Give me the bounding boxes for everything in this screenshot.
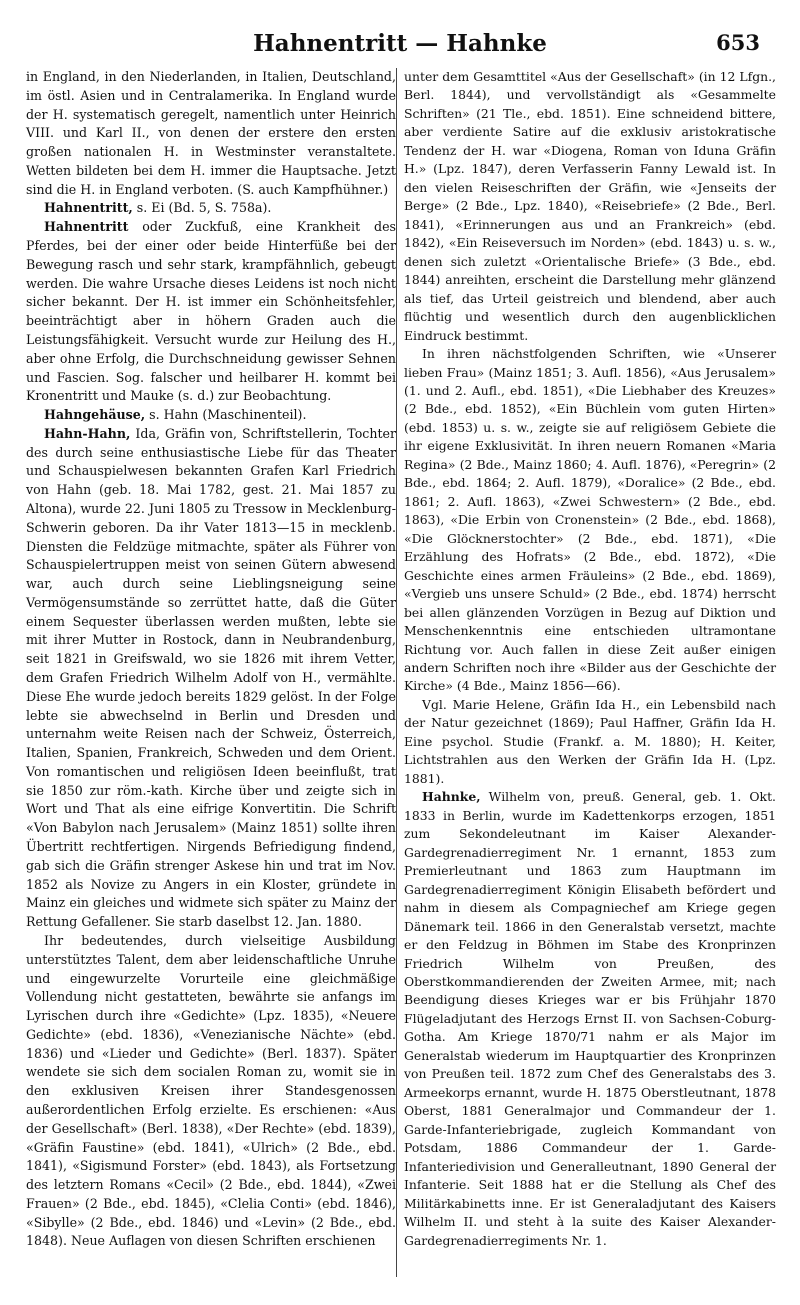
page-header	[30, 30, 770, 62]
entry-text: s. Ei (Bd. 5, S. 758a).	[132, 200, 272, 216]
headword: Hahn-Hahn,	[44, 425, 131, 441]
entry-text: Ida, Gräfin von, Schriftstellerin, Tochter des durch seine enthusiastische Liebe für das Theater und Schauspielwesen bekannten Grafen Karl Friedrich von Hahn (geb. 18. Mai 1782, gest. 21. Mai 1857 zu Altona), wurde 22. Juni 1805 zu Tressow in Mecklenburg-Schwerin geboren. Da ihr Vater 1813—15 in mecklenb. Diensten die Feldzüge mitmachte, später als Führer von Schauspielertruppen meist von seinen Gütern abwesend war, auch durch seine Lieblingsneigung seine Vermögensumstände so zerrüttet hatte, daß die Güter einem Sequester überlassen werden mußten, lebte sie mit ihrer Mutter in Rostock, dann in Neubrandenburg, seit 1821 in Greifswald, wo sie 1826 mit ihrem Vetter, dem Grafen Friedrich Wilhelm Adolf von H., vermählte. Diese Ehe wurde jedoch bereits 1829 gelöst. In der Folge lebte sie abwechselnd in Berlin und Dresden und unternahm weite Reisen nach der Schweiz, Österreich, Italien, Spanien, Frankreich, Schweden und dem Orient. Von romantischen und religiösen Ideen beeinflußt, trat sie 1850 zur röm.-kath. Kirche über und zeigte sich in Wort und That als eine eifrige Konvertitin. Die Schrift «Von Babylon nach Jerusalem» (Mainz 1851) sollte ihren Übertritt rechtfertigen. Nirgends Befriedigung findend, gab sich die Gräfin strenger Askese hin und trat im Nov. 1852 als Novize zu Angers in ein Kloster, gründete in Mainz ein gleiches und widmete sich später zu Mainz der Rettung Gefallener. Sie starb daselbst 12. Jan. 1880.	[26, 425, 396, 930]
entry-hahnke	[404, 788, 776, 1250]
entry-text: Wilhelm von, preuß. General, geb. 1. Okt. 1833 in Berlin, wurde im Kadettenkorps erzogen, 1851 zum Sekondeleutnant im Kaiser Alexander-Gardegrenadierregiment Nr. 1 ernannt, 1853 zum Premierleutnant und 1863 zum Hauptmann im Gardegrenadierregiment Königin Elisabeth befördert und nahm in diesem als Compagniechef am Kriege gegen Dänemark teil. 1866 in den Generalstab versetzt, machte er den Feldzug in Böhmen im Stabe des Kronprinzen Friedrich Wilhelm von Preußen, des Oberstkommandierenden der Zweiten Armee, mit; nach Beendigung dieses Krieges war er bis Frühjahr 1870 Flügeladjutant des Herzogs Ernst II. von Sachsen-Coburg-Gotha. Am Kriege 1870/71 nahm er als Major im Generalstab wiederum im Hauptquartier des Kronprinzen von Preußen teil. 1872 zum Chef des Generalstabs des 3. Armeekorps ernannt, wurde H. 1875 Oberstleutnant, 1878 Oberst, 1881 Generalmajor und Commandeur der 1. Garde-Infanteriebrigade, zugleich Kommandant von Potsdam, 1886 Commandeur der 1. Garde-Infanteriedivision und Generalleutnant, 1890 General der Infanterie. Seit 1888 hat er die Stellung als Chef des Militärkabinetts inne. Er ist Generaladjutant des Kaisers Wilhelm II. und steht à la suite des Kaiser Alexander-Gardegrenadierregiments Nr. 1.	[404, 789, 776, 1248]
page-number: 653	[716, 30, 760, 55]
paragraph-continuation: in England, in den Niederlanden, in Italien, Deutschland, im östl. Asien und in Centralamerika. In England wurde der H. systematisch geregelt, namentlich unter Heinrich VIII. und Karl II., von denen der erstere den ersten großen nationalen H. in Westminster veranstaltete. Wetten bildeten bei dem H. immer die Hauptsache. Jetzt sind die H. in England verboten. (S. auch Kampfhühner.)	[26, 69, 396, 197]
entry-hahnentritt	[26, 218, 396, 406]
entry-hahngehaeuse	[26, 406, 396, 425]
right-column	[404, 68, 776, 1250]
entry-text: oder Zuckfuß, eine Krankheit des Pferdes, bei der einer oder beide Hinterfüße bei der Bewegung rasch und sehr stark, krampfähnlich, gebeugt werden. Die wahre Ursache dieses Leidens ist noch nicht sicher bekannt. Der H. ist immer ein Schönheitsfehler, beeinträchtigt aber in höhern Graden auch die Leistungsfähigkeit. Versucht wurde zur Heilung des H., aber ohne Erfolg, die Durchschneidung gewisser Sehnen und Fascien. Sog. falscher und heilbarer H. kommt bei Kronentritt und Mauke (s. d.) zur Beobachtung.	[26, 219, 396, 404]
paragraph: In ihren nächstfolgenden Schriften, wie «Unserer lieben Frau» (Mainz 1851; 3. Aufl. 1856), «Aus Jerusalem» (1. und 2. Aufl., ebd. 1851), «Die Liebhaber des Kreuzes» (2 Bde., ebd. 1852), «Ein Büchlein vom guten Hirten» (ebd. 1853) u. s. w., zeigte sie auf religiösem Gebiete die ihr eigene Exklusivität. In ihren neuern Romanen «Maria Regina» (2 Bde., Mainz 1860; 4. Aufl. 1876), «Peregrin» (2 Bde., ebd. 1864; 2. Aufl. 1879), «Doralice» (2 Bde., ebd. 1861; 2. Aufl. 1863), «Zwei Schwestern» (2 Bde., ebd. 1863), «Die Erbin von Cronenstein» (2 Bde., ebd. 1868), «Die Glöcknerstochter» (2 Bde., ebd. 1871), «Die Erzählung des Hofrats» (2 Bde., ebd. 1872), «Die Geschichte eines armen Fräuleins» (2 Bde., ebd. 1869), «Vergieb uns unsere Schuld» (2 Bde., ebd. 1874) herrscht bei allen glänzenden Vorzügen in Bezug auf Diktion und Menschenkenntnis eine entschieden ultramontane Richtung vor. Auch fallen in diese Zeit außer einigen andern Schriften noch ihre «Bilder aus der Geschichte der Kirche» (4 Bde., Mainz 1856—66).	[404, 346, 776, 694]
running-title: Hahnentritt — Hahnke	[253, 30, 547, 57]
paragraph: Ihr bedeutendes, durch vielseitige Ausbildung unterstütztes Talent, dem aber leidenschaftliche Unruhe und eingewurzelte Vorurteile eine gleichmäßige Vollendung nicht gestatteten, bewährte sie anfangs im Lyrischen durch ihre «Gedichte» (Lpz. 1835), «Neuere Gedichte» (ebd. 1836), «Venezianische Nächte» (ebd. 1836) und «Lieder und Gedichte» (Berl. 1837). Später wendete sie sich dem socialen Roman zu, womit sie in den exklusiven Kreisen ihrer Standesgenossen außerordentlichen Erfolg erzielte. Es erschienen: «Aus der Gesellschaft» (Berl. 1838), «Der Rechte» (ebd. 1839), «Gräfin Faustine» (ebd. 1841), «Ulrich» (2 Bde., ebd. 1841), «Sigismund Forster» (ebd. 1843), als Fortsetzung des letztern Romans «Cecil» (2 Bde., ebd. 1844), «Zwei Frauen» (2 Bde., ebd. 1845), «Clelia Conti» (ebd. 1846), «Sibylle» (2 Bde., ebd. 1846) und «Levin» (2 Bde., ebd. 1848). Neue Auflagen von diesen Schriften erschienen	[26, 932, 396, 1249]
entry-hahnentritt-ei	[26, 199, 396, 218]
left-column	[26, 68, 396, 1251]
column-divider	[396, 68, 397, 1277]
entry-hahn-hahn	[26, 425, 396, 932]
paragraph-continuation: unter dem Gesamttitel «Aus der Gesellschaft» (in 12 Lfgn., Berl. 1844), und vervollständigt als «Gesammelte Schriften» (21 Tle., ebd. 1851). Eine schneidend bittere, aber verdiente Satire auf die exklusiv aristokratische Tendenz der H. war «Diogena, Roman von Iduna Gräfin H.» (Lpz. 1847), deren Verfasserin Fanny Lewald ist. In den vielen Reiseschriften der Gräfin, wie «Jenseits der Berge» (2 Bde., Lpz. 1840), «Reisebriefe» (2 Bde., Berl. 1841), «Erinnerungen aus und an Frankreich» (ebd. 1842), «Ein Reiseversuch im Norden» (ebd. 1843) u. s. w., denen sich zuletzt «Orientalische Briefe» (3 Bde., ebd. 1844) anreihten, erscheint die Darstellung mehr glänzend als tief, das Urteil geistreich und blendend, aber auch flüchtig und wesentlich durch den augenblicklichen Eindruck bestimmt.	[404, 69, 776, 343]
headword: Hahnke,	[422, 789, 481, 805]
bibliography-note: Vgl. Marie Helene, Gräfin Ida H., ein Lebensbild nach der Natur gezeichnet (1869); Paul Haffner, Gräfin Ida H. Eine psychol. Studie (Frankf. a. M. 1880); H. Keiter, Lichtstrahlen aus den Werken der Gräfin Ida H. (Lpz. 1881).	[404, 696, 776, 786]
entry-text: s. Hahn (Maschinenteil).	[145, 407, 307, 423]
headword: Hahngehäuse,	[44, 407, 146, 423]
headword: Hahnentritt,	[44, 200, 133, 216]
headword: Hahnentritt	[44, 219, 129, 235]
